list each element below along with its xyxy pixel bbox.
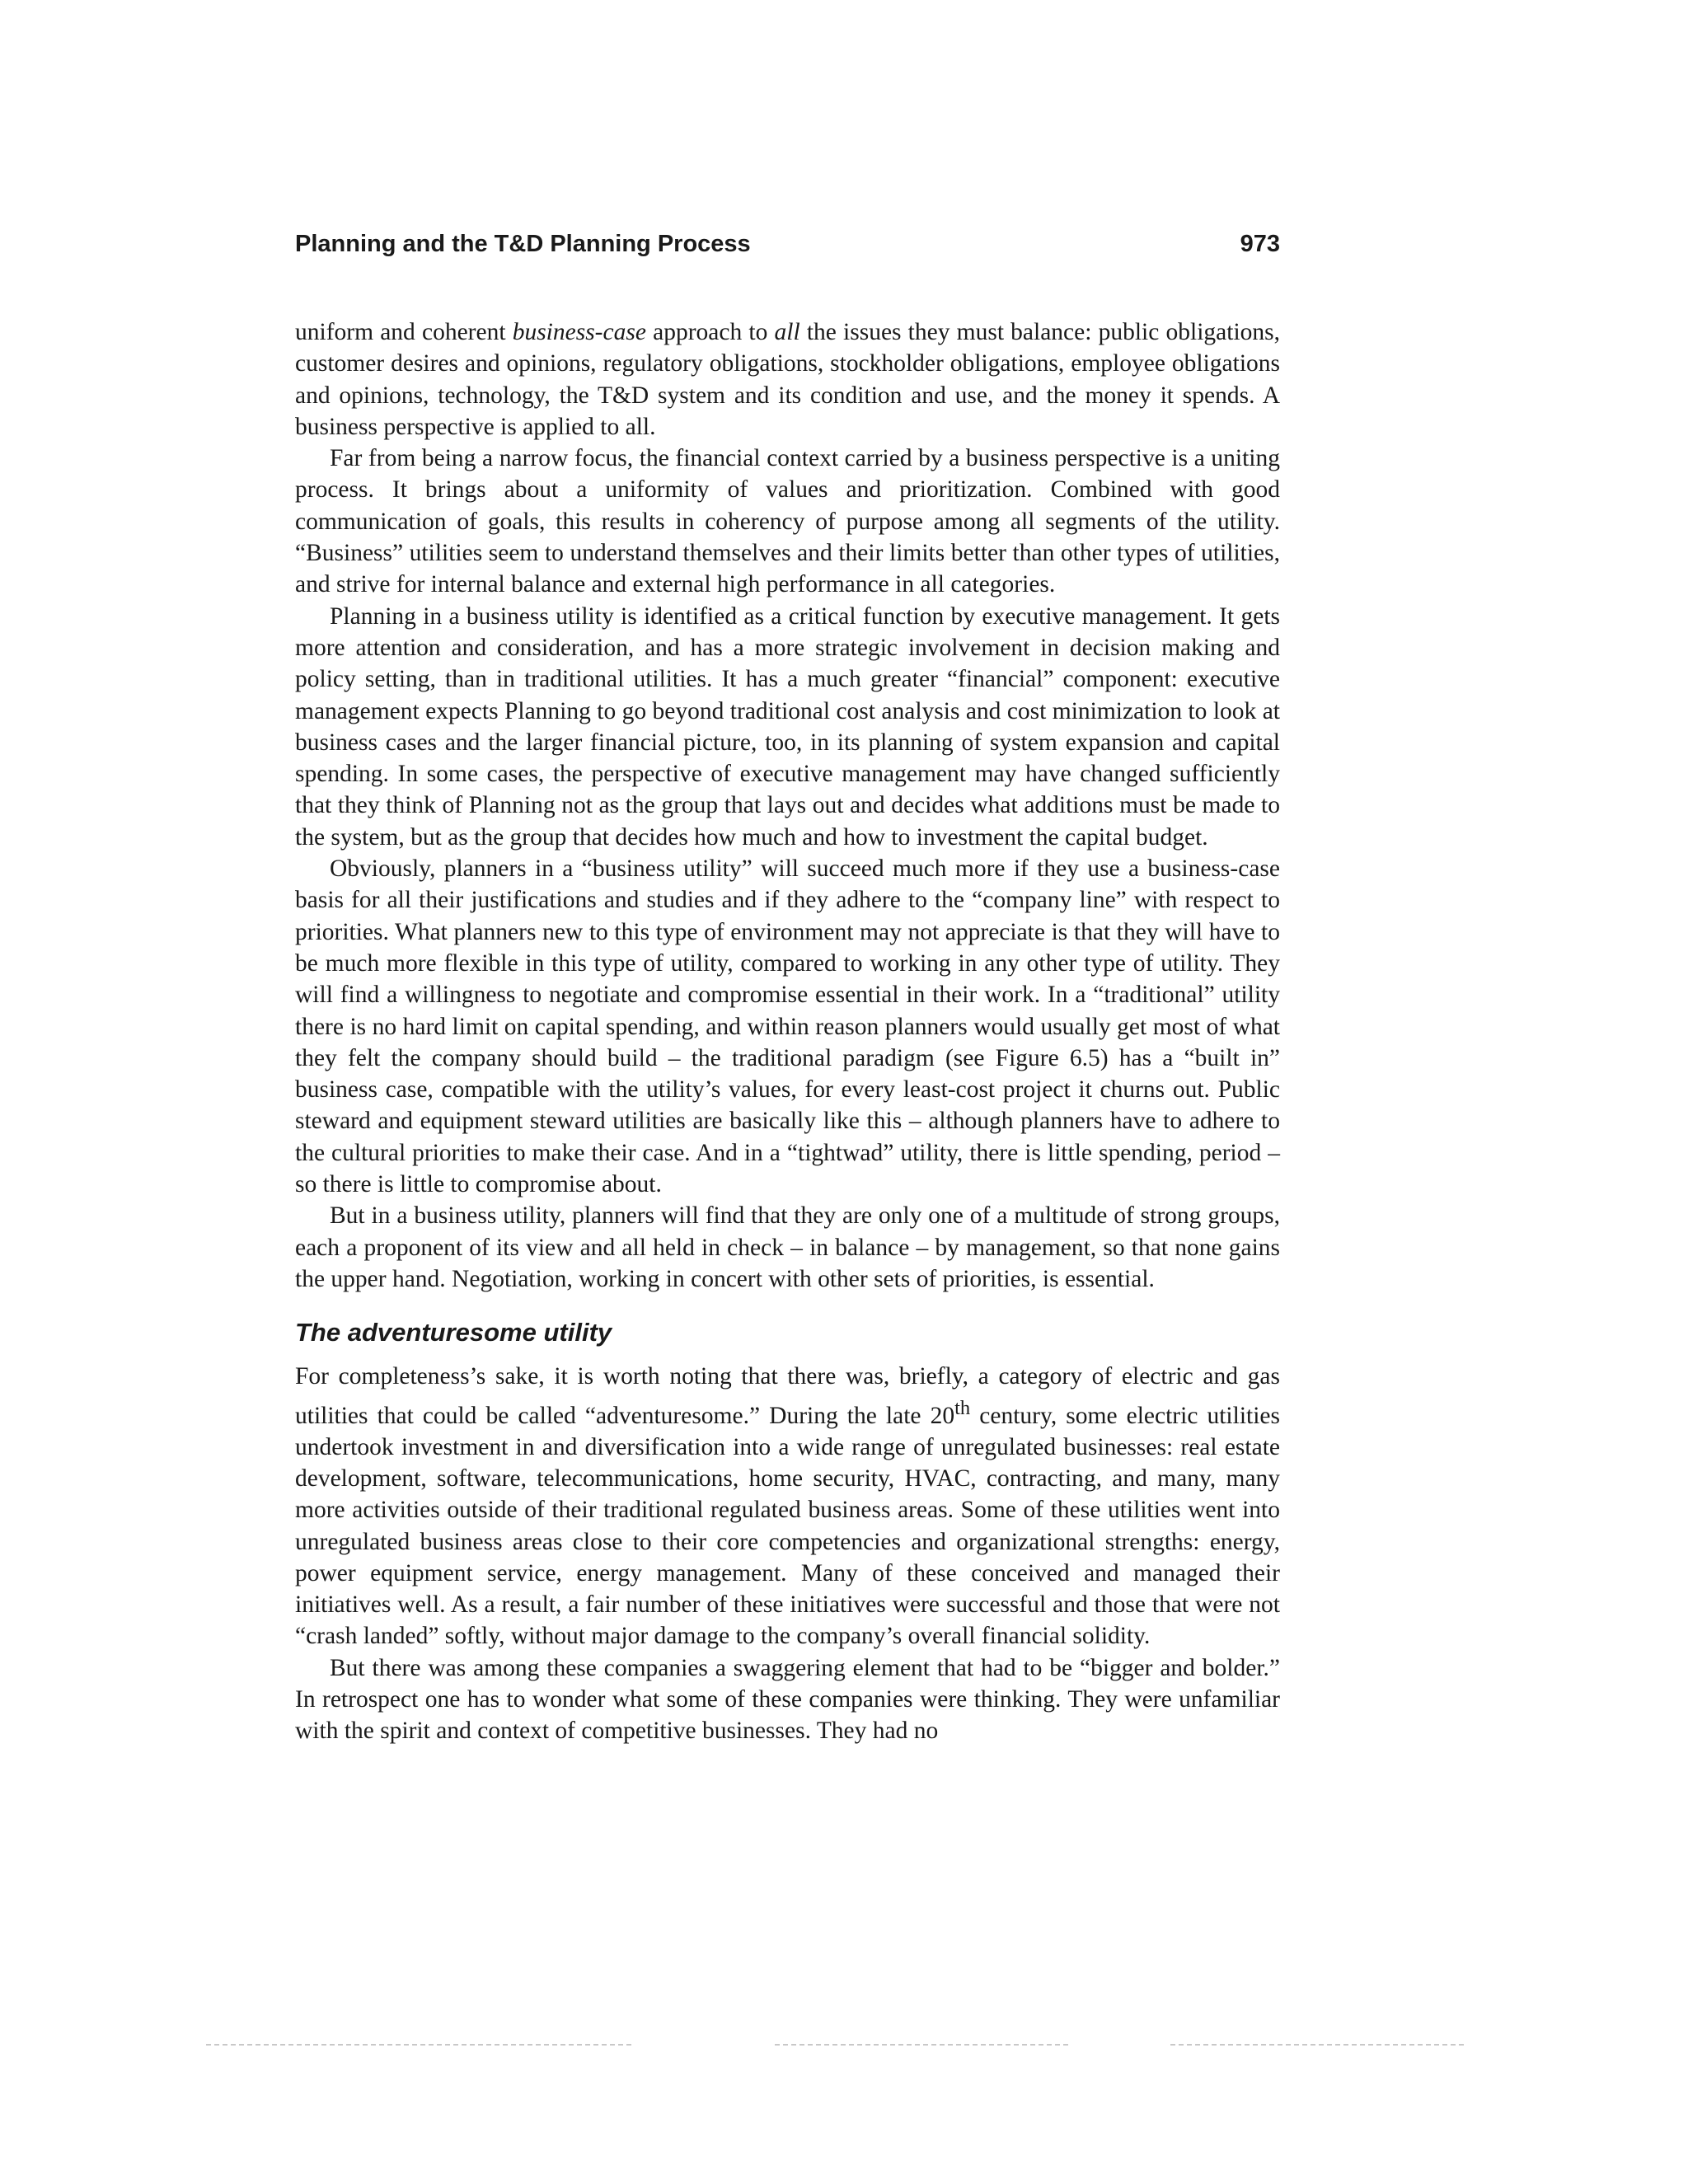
section-heading: The adventuresome utility	[295, 1318, 612, 1347]
scan-artifact-line	[775, 2044, 1071, 2046]
text-run: approach to	[645, 319, 775, 345]
page-number: 973	[1240, 231, 1280, 257]
superscript-th: th	[954, 1396, 971, 1419]
running-head	[295, 231, 1280, 267]
scan-artifact-line	[206, 2044, 635, 2046]
text-run: the issues they must balance: public obligations, customer desires and opinions, regulatory obligations, stockholder obligations, employee obligations and opinions, technology, the T&D system and its condition and use, and the money it spends. A business perspective is applied to all.	[295, 319, 1281, 440]
emphasis-business-case: business-case	[512, 319, 646, 345]
paragraph-5: But in a business utility, planners will find that they are only one of a multitude of strong groups, each a proponent of its view and all held in check – in balance – by management, so that none gains the upper hand. Negotiation, working in concert with other sets of priorities, is essential.	[295, 1202, 1280, 1292]
paragraph-2: Far from being a narrow focus, the financial context carried by a business perspective is a uniting process. It brings about a uniformity of values and prioritization. Combined with good communication of goals, this results in coherency of purpose among all segments of the utility. “Business” utilities seem to understand themselves and their limits better than other types of utilities, and strive for internal balance and external high performance in all categories.	[295, 445, 1280, 598]
scan-artifact-line	[1170, 2044, 1467, 2046]
paragraph-1	[295, 316, 1280, 443]
emphasis-all: all	[774, 319, 800, 345]
paragraph-6	[295, 1361, 1280, 1652]
paragraph-7: But there was among these companies a swaggering element that had to be “bigger and bolder.” In retrospect one has to wonder what some of these companies were thinking. They were unfamiliar with the spirit and context of competitive businesses. They had no	[295, 1654, 1280, 1745]
paragraph-4: Obviously, planners in a “business utility” will succeed much more if they use a business-case basis for all their justifications and studies and if they adhere to the “company line” with respect to priorities. What planners new to this type of environment may not appreciate is that they will have to be much more flexible in this type of utility, compared to working in any other type of utility. They will find a willingness to negotiate and compromise essential in their work. In a “traditional” utility there is no hard limit on capital spending, and within reason planners would usually get most of what they felt the company should build – the traditional paradigm (see Figure 6.5) has a “built in” business case, compatible with the utility’s values, for every least-cost project it churns out. Public steward and equipment steward utilities are basically like this – although planners have to adhere to the cultural priorities to make their case. And in a “tightwad” utility, there is little spending, period – so there is little to compromise about.	[295, 855, 1280, 1198]
body-text	[295, 316, 1280, 1747]
chapter-title: Planning and the T&D Planning Process	[295, 231, 751, 257]
text-run: century, some electric utilities undertook investment in and diversification into a wide range of unregulated businesses: real estate development, software, telecommunications, home security, HVAC, contracting, and many, many more activities outside of their traditional regulated business areas. Some of these utilities went into unregulated business areas close to their core competencies and organizational strengths: energy, power equipment service, energy management. Many of these conceived and managed their initiatives well. As a result, a fair number of these initiatives were successful and those that were not “crash landed” softly, without major damage to the company’s overall financial solidity.	[295, 1402, 1280, 1650]
paragraph-3: Planning in a business utility is identified as a critical function by executive management. It gets more attention and consideration, and has a more strategic involvement in decision making and policy setting, than in traditional utilities. It has a much greater “financial” component: executive management expects Planning to go beyond traditional cost analysis and cost minimization to look at business cases and the larger financial picture, too, in its planning of system expansion and capital spending. In some cases, the perspective of executive management may have changed sufficiently that they think of Planning not as the group that lays out and decides what additions must be made to the system, but as the group that decides how much and how to investment the capital budget.	[295, 602, 1280, 851]
text-run: For completeness’s sake, it is worth noting that there was, briefly, a category of electric and gas utilities that could be called “adventuresome.” During the late 20	[295, 1363, 1280, 1429]
text-run: uniform and coherent	[295, 319, 513, 345]
